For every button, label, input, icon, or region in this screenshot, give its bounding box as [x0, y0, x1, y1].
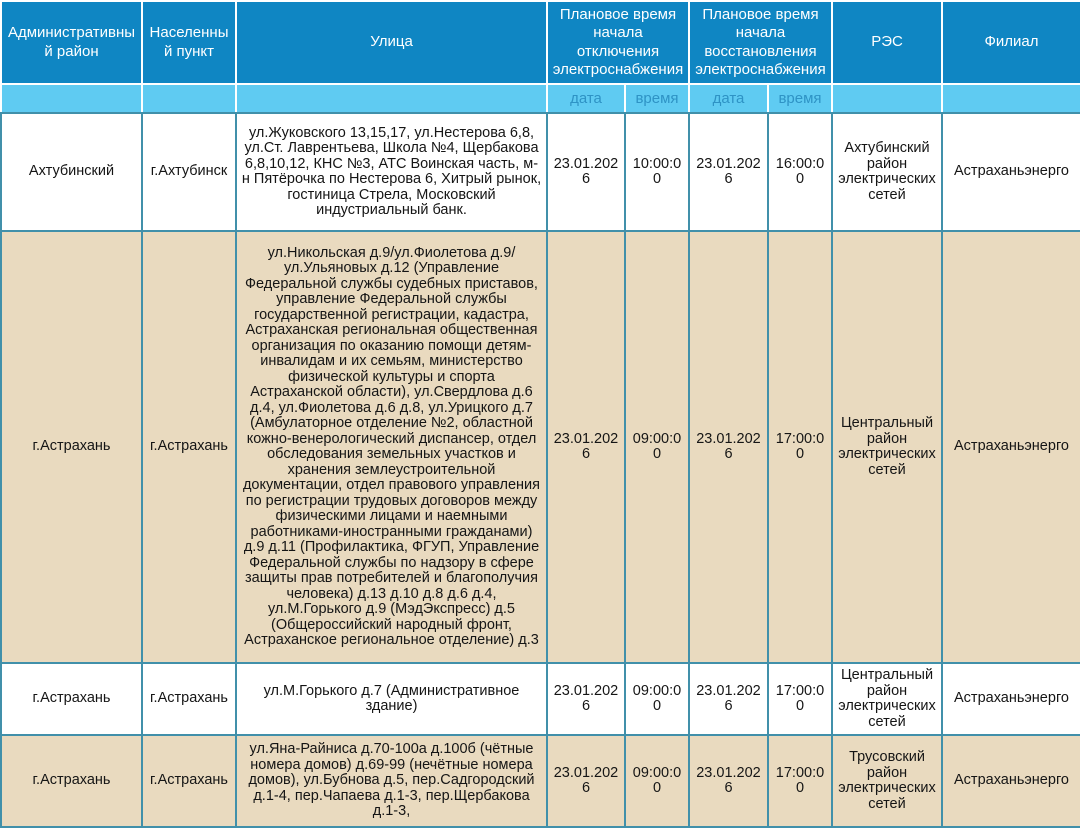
cell-on-time: 17:00:00	[768, 735, 832, 827]
subheader-on-time: время	[768, 84, 832, 113]
cell-res: Центральный район электрических сетей	[832, 663, 942, 735]
subheader-row	[1, 84, 1080, 113]
cell-district: Ахтубинский	[1, 113, 142, 231]
col-header-street: Улица	[236, 1, 547, 84]
cell-res: Трусовский район электрических сетей	[832, 735, 942, 827]
cell-district: г.Астрахань	[1, 735, 142, 827]
subheader-empty-settlement	[142, 84, 236, 113]
table-row	[1, 735, 1080, 827]
cell-res: Центральный район электрических сетей	[832, 231, 942, 663]
cell-on-time: 16:00:00	[768, 113, 832, 231]
cell-off-date: 23.01.2026	[547, 735, 625, 827]
cell-off-date: 23.01.2026	[547, 663, 625, 735]
cell-street: ул.Яна-Райниса д.70-100а д.100б (чётные номера домов) д.69-99 (нечётные номера домов), ул.Бубнова д.5, пер.Садгородский д.1-4, пер.Чапаева д.1-3, пер.Щербакова д.1-3,	[236, 735, 547, 827]
cell-on-date: 23.01.2026	[689, 231, 768, 663]
cell-off-time: 09:00:00	[625, 735, 689, 827]
table-row	[1, 663, 1080, 735]
subheader-empty-district	[1, 84, 142, 113]
cell-branch: Астраханьэнерго	[942, 663, 1080, 735]
cell-settlement: г.Астрахань	[142, 231, 236, 663]
subheader-off-time: время	[625, 84, 689, 113]
cell-res: Ахтубинский район электрических сетей	[832, 113, 942, 231]
cell-on-time: 17:00:00	[768, 231, 832, 663]
cell-on-date: 23.01.2026	[689, 735, 768, 827]
col-header-outage-start: Плановое время начала отключения электроснабжения	[547, 1, 689, 84]
table-row	[1, 113, 1080, 231]
cell-branch: Астраханьэнерго	[942, 735, 1080, 827]
cell-off-time: 09:00:00	[625, 663, 689, 735]
col-header-res: РЭС	[832, 1, 942, 84]
cell-street: ул.Никольская д.9/ул.Фиолетова д.9/ул.Ульяновых д.12 (Управление Федеральной службы судебных приставов, управление Федеральной службы государственной регистрации, кадастра, Астраханская региональная общественная организация по оказанию помощи детям-инвалидам и их семьям, министерство физической культуры и спорта Астраханской области), ул.Свердлова д.6 д.4, ул.Фиолетова д.6 д.8, ул.Урицкого д.7 (Амбулаторное отделение №2, областной кожно-венерологический диспансер, отдел обследования земельных участков и хранения землеустроительной документации, отдел правового управления по регистрации трудовых договоров между физическими лицами и наемными работниками-иностранными гражданами) д.9 д.11 (Профилактика, ФГУП, Управление Федеральной службы по надзору в сфере защиты прав потребителей и благополучия человека) д.13 д.10 д.8 д.6 д.4, ул.М.Горького д.9 (МэдЭкспресс) д.5 (Общероссийский народный фронт, Астраханское региональное отделение) д.3	[236, 231, 547, 663]
col-header-branch: Филиал	[942, 1, 1080, 84]
cell-street: ул.М.Горького д.7 (Административное здание)	[236, 663, 547, 735]
header-row	[1, 1, 1080, 84]
subheader-empty-street	[236, 84, 547, 113]
col-header-settlement: Населенный пункт	[142, 1, 236, 84]
cell-off-time: 10:00:00	[625, 113, 689, 231]
cell-off-date: 23.01.2026	[547, 113, 625, 231]
cell-settlement: г.Астрахань	[142, 663, 236, 735]
cell-on-date: 23.01.2026	[689, 663, 768, 735]
table-row	[1, 231, 1080, 663]
subheader-empty-res	[832, 84, 942, 113]
cell-branch: Астраханьэнерго	[942, 231, 1080, 663]
col-header-district: Административный район	[1, 1, 142, 84]
cell-district: г.Астрахань	[1, 231, 142, 663]
subheader-empty-branch	[942, 84, 1080, 113]
cell-settlement: г.Ахтубинск	[142, 113, 236, 231]
cell-off-time: 09:00:00	[625, 231, 689, 663]
table-header	[1, 1, 1080, 113]
cell-on-time: 17:00:00	[768, 663, 832, 735]
subheader-on-date: дата	[689, 84, 768, 113]
subheader-off-date: дата	[547, 84, 625, 113]
table-body	[1, 113, 1080, 827]
cell-settlement: г.Астрахань	[142, 735, 236, 827]
col-header-restore-start: Плановое время начала восстановления электроснабжения	[689, 1, 832, 84]
cell-street: ул.Жуковского 13,15,17, ул.Нестерова 6,8, ул.Ст. Лаврентьева, Школа №4, Щербакова 6,8,10,12, КНС №3, АТС Воинская часть, м-н Пятёрочка по Нестерова 6, Хитрый рынок, гостиница Стрела, Московский индустриальный банк.	[236, 113, 547, 231]
cell-off-date: 23.01.2026	[547, 231, 625, 663]
cell-district: г.Астрахань	[1, 663, 142, 735]
cell-on-date: 23.01.2026	[689, 113, 768, 231]
cell-branch: Астраханьэнерго	[942, 113, 1080, 231]
